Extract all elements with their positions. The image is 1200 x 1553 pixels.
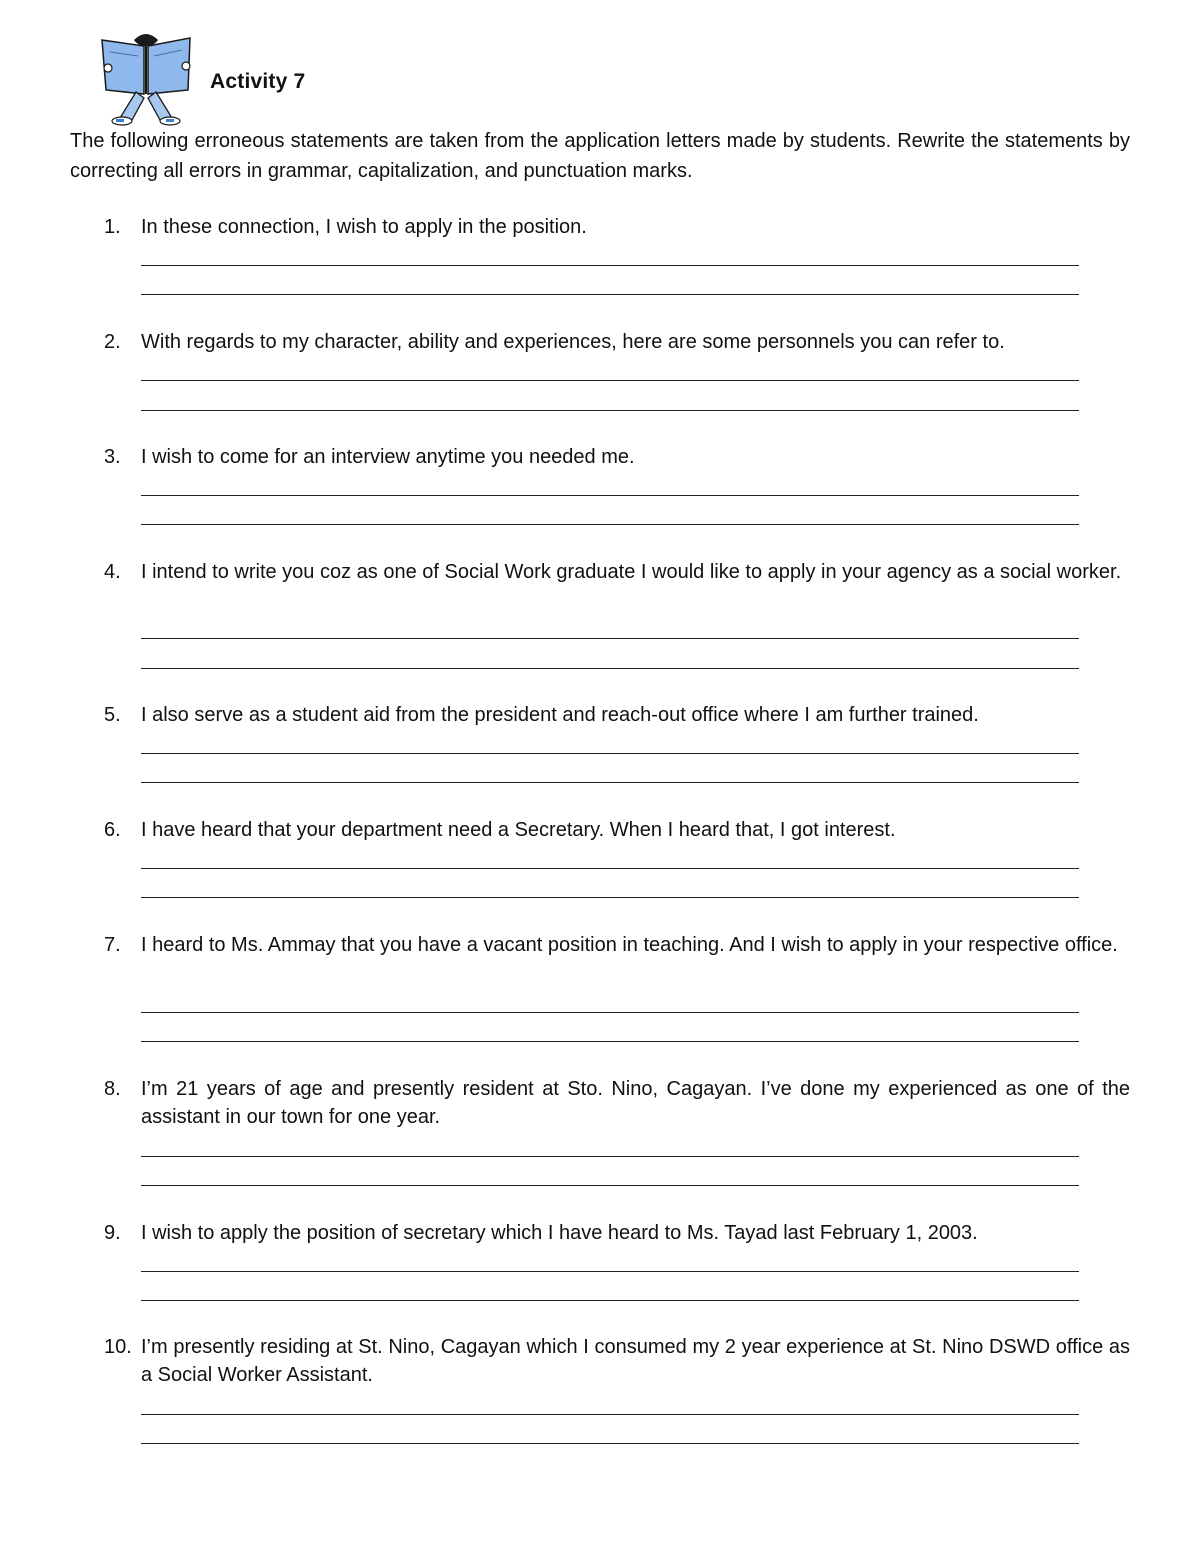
question-text: I’m 21 years of age and presently resident at Sto. Nino, Cagayan. I’ve done my experienced as one of the assistant in our town for one year.	[141, 1078, 1130, 1128]
page-title: Activity 7	[210, 70, 306, 93]
person-reading-book-icon	[98, 28, 194, 128]
answer-line[interactable]	[141, 753, 1079, 754]
question-number: 1.	[104, 216, 121, 238]
question-text: In these connection, I wish to apply in the position.	[141, 216, 587, 238]
question-item	[104, 1075, 1130, 1131]
answer-line[interactable]	[141, 1041, 1079, 1042]
question-item	[104, 1219, 1130, 1247]
question-item	[104, 1333, 1130, 1389]
question-item	[104, 213, 1130, 241]
question-text: I’m presently residing at St. Nino, Cagayan which I consumed my 2 year experience at St. Nino DSWD office as a Social Worker Assistant.	[141, 1336, 1130, 1386]
question-number: 10.	[104, 1336, 132, 1358]
instructions-paragraph: The following erroneous statements are taken from the application letters made by students. Rewrite the statements by correcting all errors in grammar, capitalization, and punctuation marks.	[70, 130, 1130, 182]
answer-line[interactable]	[141, 265, 1079, 266]
question-number: 9.	[104, 1222, 121, 1244]
answer-line[interactable]	[141, 1414, 1079, 1415]
answer-line[interactable]	[141, 868, 1079, 869]
question-text: I wish to come for an interview anytime you needed me.	[141, 446, 635, 468]
answer-line[interactable]	[141, 495, 1079, 496]
answer-line[interactable]	[141, 1300, 1079, 1301]
question-number: 5.	[104, 704, 121, 726]
answer-line[interactable]	[141, 638, 1079, 639]
question-number: 4.	[104, 561, 121, 583]
answer-line[interactable]	[141, 1185, 1079, 1186]
question-number: 7.	[104, 934, 121, 956]
answer-line[interactable]	[141, 524, 1079, 525]
answer-line[interactable]	[141, 782, 1079, 783]
question-text: I also serve as a student aid from the president and reach-out office where I am further trained.	[141, 704, 979, 726]
question-text: I heard to Ms. Ammay that you have a vacant position in teaching. And I wish to apply in your respective office.	[141, 934, 1118, 956]
answer-line[interactable]	[141, 1271, 1079, 1272]
question-item	[104, 558, 1130, 586]
answer-line[interactable]	[141, 668, 1079, 669]
question-item	[104, 443, 1130, 471]
question-number: 3.	[104, 446, 121, 468]
question-text: I wish to apply the position of secretary which I have heard to Ms. Tayad last February 1, 2003.	[141, 1222, 978, 1244]
answer-line[interactable]	[141, 897, 1079, 898]
answer-line[interactable]	[141, 410, 1079, 411]
answer-line[interactable]	[141, 380, 1079, 381]
answer-line[interactable]	[141, 1443, 1079, 1444]
question-item	[104, 328, 1130, 356]
answer-line[interactable]	[141, 294, 1079, 295]
question-text: With regards to my character, ability and experiences, here are some personnels you can refer to.	[141, 331, 1005, 353]
question-number: 6.	[104, 819, 121, 841]
question-number: 8.	[104, 1078, 121, 1100]
answer-line[interactable]	[141, 1012, 1079, 1013]
question-item	[104, 816, 1130, 844]
question-item	[104, 701, 1130, 729]
question-number: 2.	[104, 331, 121, 353]
answer-line[interactable]	[141, 1156, 1079, 1157]
question-text: I intend to write you coz as one of Social Work graduate I would like to apply in your agency as a social worker.	[141, 561, 1122, 583]
question-item	[104, 931, 1130, 959]
question-text: I have heard that your department need a Secretary. When I heard that, I got interest.	[141, 819, 896, 841]
